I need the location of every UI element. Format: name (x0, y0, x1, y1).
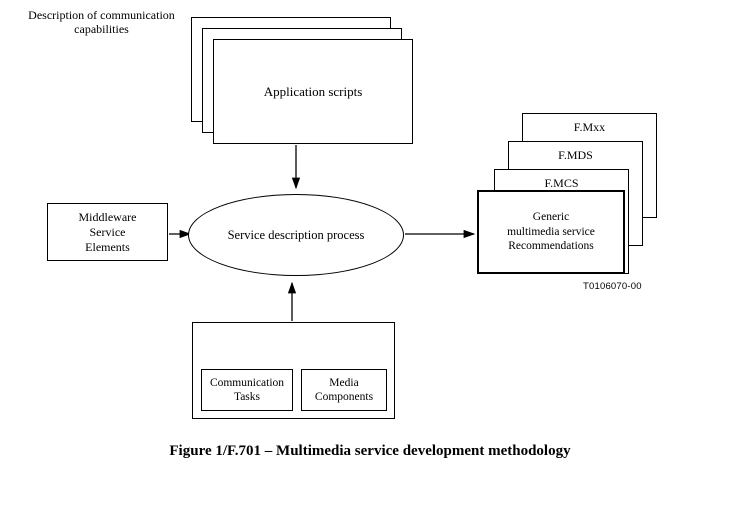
recommendations-line-3: Recommendations (508, 240, 594, 253)
application-scripts-label: Application scripts (263, 83, 363, 99)
media-components-line-1: Media (329, 376, 359, 389)
description-title-line-2: capabilities (74, 22, 129, 37)
generic-recommendations-label (507, 210, 595, 255)
media-components-label (315, 376, 373, 405)
communication-tasks-box (201, 369, 293, 411)
recommendations-line-1: Generic (532, 210, 570, 223)
middleware-line-1: Middleware (78, 209, 137, 224)
media-components-box (301, 369, 387, 411)
recommendation-fmcs-label: F.MCS (544, 176, 579, 190)
middleware-line-2: Service (89, 224, 126, 239)
generic-multimedia-service-recommendations-box (477, 190, 625, 274)
recommendation-fmxx-label: F.Mxx (573, 120, 606, 134)
communication-tasks-label (210, 376, 284, 405)
middleware-label (79, 210, 137, 255)
communication-tasks-line-1: Communication (209, 376, 285, 389)
communication-tasks-line-2: Tasks (233, 391, 260, 403)
application-scripts-card-front (213, 39, 413, 144)
service-description-process-ellipse (188, 194, 404, 276)
description-title-line-1: Description of communication (28, 8, 175, 22)
figure-caption: Figure 1/F.701 – Multimedia service development methodology (169, 443, 571, 459)
media-components-line-2: Components (314, 391, 374, 403)
middleware-service-elements-box (47, 203, 168, 261)
service-description-process-label: Service description process (227, 227, 365, 242)
recommendations-line-2: multimedia service (507, 225, 595, 238)
diagram-code-label: T0106070-00 (583, 281, 642, 292)
recommendation-fmds-label: F.MDS (558, 148, 593, 162)
description-capabilities-title (0, 8, 203, 37)
middleware-line-3: Elements (85, 239, 130, 254)
